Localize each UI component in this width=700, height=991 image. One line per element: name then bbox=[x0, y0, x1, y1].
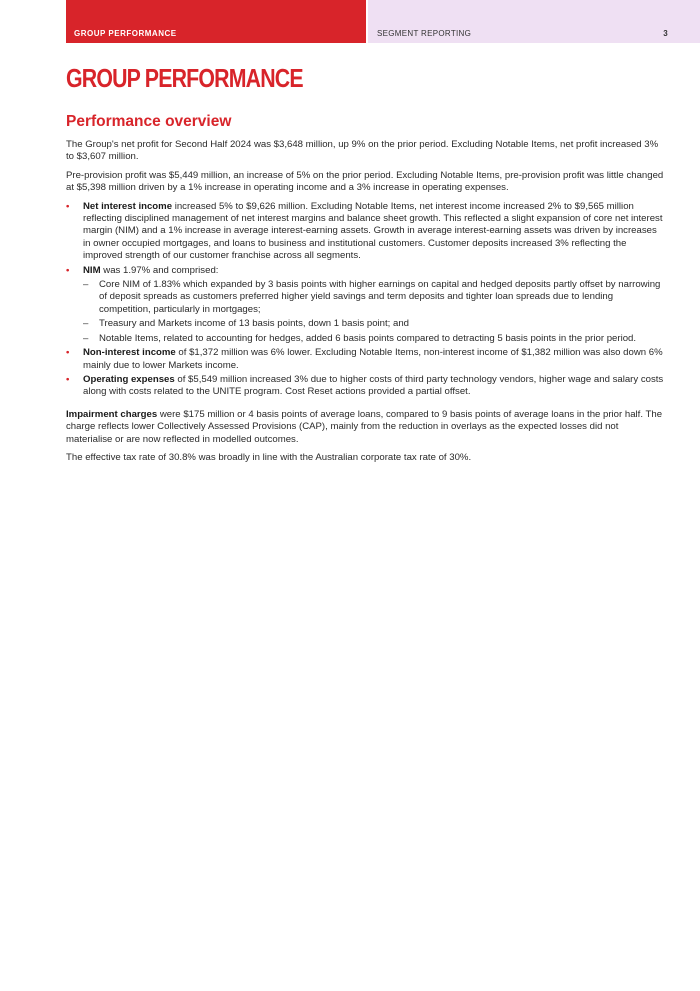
dash-marker: – bbox=[83, 318, 89, 330]
bullet-text: was 1.97% and comprised: bbox=[100, 264, 219, 276]
bullet-text: of $1,372 million was 6% lower. Excluding Notable Items, non-interest income of $1,382 million was also down 6% mainly due to lower Markets income. bbox=[83, 347, 663, 371]
paragraph-tax-rate: The effective tax rate of 30.8% was broadly in line with the Australian corporate tax rate of 30%. bbox=[66, 451, 472, 463]
paragraph-pre-provision: Pre-provision profit was $5,449 million, an increase of 5% on the prior period. Excluding Notable Items, pre-provision profit was little changed at $5,398 million driven by a 1% increase in operating income and a 3% increase in operating expenses. bbox=[66, 169, 664, 194]
bullet-heading: Operating expenses bbox=[83, 373, 175, 385]
sub-item-text: Treasury and Markets income of 13 basis points, down 1 basis point; and bbox=[99, 318, 410, 330]
page-number: 3 bbox=[663, 29, 668, 38]
bullet-marker: • bbox=[66, 373, 70, 385]
bullet-text: of $5,549 million increased 3% due to higher costs of third party technology vendors, higher wage and salary costs along with costs related to the UNITE program. Cost Reset actions provided a partial offset. bbox=[83, 373, 664, 398]
header-section-right bbox=[368, 0, 700, 43]
header-section-right-label: SEGMENT REPORTING bbox=[377, 29, 472, 38]
dash-marker: – bbox=[83, 279, 89, 291]
bullet-nim bbox=[66, 265, 664, 345]
bullet-marker: • bbox=[66, 347, 70, 359]
page-header bbox=[66, 0, 700, 43]
sub-item-treasury bbox=[83, 318, 664, 330]
impairment-heading: Impairment charges bbox=[66, 408, 158, 420]
bullet-heading: Non-interest income bbox=[83, 347, 176, 359]
impairment-text: were $175 million or 4 basis points of average loans, compared to 9 basis points of average loans in the prior half. The charge reflects lower Collectively Assessed Provisions (CAP), mainly from the reduction in overlays as the expected losses did not materialise or are now reflected in modelled outcomes. bbox=[66, 408, 663, 445]
page-title: GROUP PERFORMANCE bbox=[66, 63, 303, 93]
bullet-text: increased 5% to $9,626 million. Excluding Notable Items, net interest income increased 2% to $9,565 million reflecting disciplined management of net interest margins and balance sheet growth. This reflected a slight expansion of core net interest margin (NIM) and a 1% increase in average interest-earning assets. Growth in average interest-earning assets was driven by increases in owner occupied mortgages, and loans to business and institutional customers. Customer deposits increased 3% reflecting the improved strength of our customer franchise across all segments. bbox=[83, 200, 663, 262]
bullet-heading: Net interest income bbox=[83, 200, 173, 212]
header-section-left: GROUP PERFORMANCE bbox=[66, 0, 366, 43]
bullet-operating-expenses bbox=[66, 374, 664, 399]
performance-bullets bbox=[66, 201, 664, 399]
bullet-marker: • bbox=[66, 200, 70, 212]
dash-marker: – bbox=[83, 332, 89, 344]
section-subtitle: Performance overview bbox=[66, 113, 232, 130]
nim-sub-list bbox=[83, 279, 664, 345]
sub-item-notable bbox=[83, 333, 664, 345]
paragraph-impairment bbox=[66, 409, 664, 446]
main-content bbox=[66, 64, 664, 470]
sub-item-core-nim bbox=[83, 279, 664, 316]
bullet-net-interest-income bbox=[66, 201, 664, 263]
bullet-marker: • bbox=[66, 264, 70, 276]
paragraph-net-profit: The Group's net profit for Second Half 2024 was $3,648 million, up 9% on the prior period. Excluding Notable Items, net profit increased 3% to $3,607 million. bbox=[66, 139, 659, 163]
bullet-heading: NIM bbox=[83, 264, 101, 276]
bullet-non-interest-income bbox=[66, 347, 664, 372]
sub-item-text: Notable Items, related to accounting for hedges, added 6 basis points compared to detracting 5 basis points in the prior period. bbox=[99, 332, 637, 344]
sub-item-text: Core NIM of 1.83% which expanded by 3 basis points with higher earnings on capital and hedged deposits partly offset by narrowing of deposit spreads as customers preferred higher yield savings and term deposits and tighter loan spreads due to lending competition, particularly in mortgages; bbox=[99, 279, 661, 315]
